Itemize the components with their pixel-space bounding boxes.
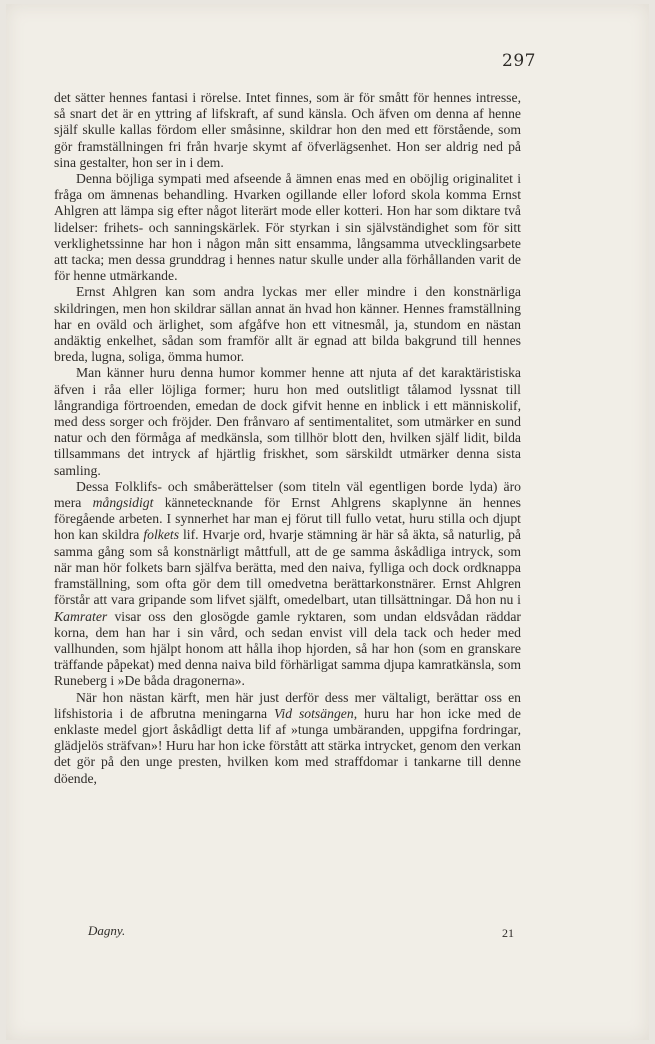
italic-title: Kamrater — [54, 608, 108, 624]
paragraph — [54, 171, 521, 284]
body-text — [54, 90, 521, 787]
book-page — [6, 4, 649, 1040]
paragraph — [54, 284, 521, 365]
text-run: Ernst Ahlgren kan som andra lyckas mer eller mindre i den konstnärliga skildringen, men hon skildrar sällan annat än hvad hon känner. Hennes framställning har en oväld och ärlighet, som afgåfve hon ett vitnesmål, ja, stundom en nästan andäktig enkelhet, sådan som framför allt är egnad att bilda bakgrund till hennes breda, lugna, soliga, ömma humor. — [54, 284, 521, 365]
text-run: Denna böjliga sympati med afseende å ämnen enas med en oböjlig originalitet i fråga om ämnenas behandling. Hvarken ogillande eller loford skola komma Ernst Ahlgren att lämpa sig efter något literärt mode eller kotteri. Hon har som diktare två lidelser: frihets- och sanningskärlek. För styrkan i sin självständighet som för sitt verklighetssinne har hon i någon mån sitt ensamma, långsamma utvecklingsarbete att tacka; men dessa grunddrag i hennes natur skulle under alla förhållanden varit de för henne utmärkande. — [54, 171, 521, 284]
italic-title: folkets — [143, 527, 180, 543]
text-run: Dessa Folklifs- och småberättelser (som titeln väl egentligen borde lyda) äro mera — [54, 478, 521, 511]
text-run: När hon nästan kärft, men här just derför dess mer vältaligt, berättar oss en lifshistoria i de afbrutna meningarna — [54, 689, 521, 721]
paragraph — [54, 479, 521, 690]
italic-title: mångsidigt — [92, 495, 154, 511]
italic-title: Vid sotsängen — [274, 705, 354, 721]
text-run: visar oss den glosögde gamle ryktaren, som undan eldsvådan räddar korna, dem han har i sin vård, och sedan envist vill dela tack och heder med vallhunden, som hjälpt honom att hålla ihop hjorden, så har hon (som en granskare träffande påpekat) med denna naiva bild förhärligat samma djupa kamratkänsla, som Runeberg i »De båda dragonerna». — [54, 608, 521, 689]
paragraph — [54, 365, 521, 478]
paragraph — [54, 90, 521, 171]
text-run: lif. Hvarje ord, hvarje stämning är här så äkta, så naturlig, på samma gång som så konstnärligt måttfull, att de ge samma åskådliga intryck, som när man hör folkets barn själfva berätta, med den naiva, fylliga och dock ordknappa framställning, som ofta gör dem till omedvetna berättarkonstnärer. Ernst Ahlgren förstår att vara gripande som lifvet själft, omedelbart, utan tillsättningar. Då hon nu i — [54, 527, 521, 608]
journal-signature: Dagny. — [88, 923, 126, 938]
signature-number: 21 — [502, 926, 514, 940]
paragraph — [54, 690, 521, 787]
text-run: det sätter hennes fantasi i rörelse. Intet finnes, som är för smått för hennes intresse, så snart det är en yttring af lifskraft, af sund känsla. Och äfven om denna af henne själf skulle kallas fördom eller småsinne, skildrar hon den med ett förstående, som gör framställningen fri från hvarje skymt af öfverlägsenhet. Hon ser aldrig ned på sina gestalter, hon ser in i dem. — [54, 90, 521, 170]
text-run: Man känner huru denna humor kommer henne att njuta af det karaktäristiska äfven i råa eller löjliga former; huru hon med outslitligt tålamod lyssnat till långrandiga förtroenden, emedan de dock gifvit henne en inblick i ett människolif, med dess sorger och fröjder. Den frånvaro af sentimentalitet, som utmärker en sund natur och den förmåga af medkänsla, som tillhör blott den, hvilken själf lidit, bilda tillsammans det intryck af hjärtlig friskhet, som särskildt utmärker denna sista samling. — [54, 365, 521, 478]
text-run: kännetecknande för Ernst Ahlgrens skaplynne än hennes föregående arbeten. I synnerhet har man ej förut till fullo vetat, huru stilla och djupt hon kan skildra — [54, 495, 521, 543]
page-number: 297 — [502, 51, 536, 71]
text-run: , huru har hon icke med de enklaste medel gjort åskådligt detta lif af »tunga umbäranden, uppgifna fordringar, glädjelös sträfvan»! Huru har hon icke förstått att stärka intrycket, genom den verkan det gör på den unge presten, hvilken kom med straffdomar i tankarne till denne döende, — [54, 705, 521, 786]
